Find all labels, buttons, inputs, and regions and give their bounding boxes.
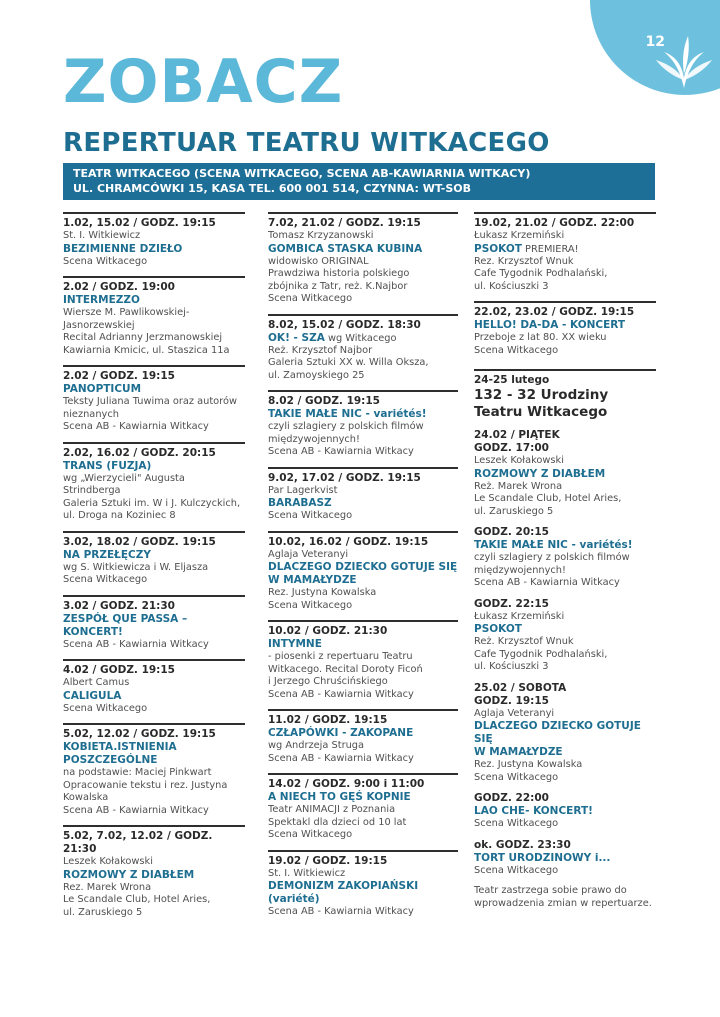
event-time: GODZ. 17:00 [474, 442, 549, 454]
event-title-text: ROZMOWY Z DIABŁEM [63, 868, 195, 881]
event-title-text: TAKIE MAŁE NIC - variétés! [474, 539, 633, 551]
event-detail: Scena Witkacego [63, 702, 148, 714]
event-entry [474, 429, 656, 518]
event-detail: Scena Witkacego [268, 599, 353, 611]
event-detail: Prawdziwa historia polskiego [268, 268, 410, 279]
event-title [63, 741, 245, 754]
event-detail: Kowalska [63, 792, 109, 803]
event-detail: wg „Wierzycieli" Augusta Strindberga [63, 472, 185, 496]
event-title [268, 243, 458, 256]
event-title-text: PSOKOT [474, 242, 522, 255]
event-entry [474, 212, 656, 293]
event-title-text: ROZMOWY Z DIABŁEM [474, 467, 606, 480]
event-entry [63, 212, 245, 268]
theatre-info-bar [63, 163, 655, 200]
event-detail: Rez. Krzysztof Wnuk [474, 255, 574, 267]
event-entry [268, 390, 458, 459]
anniversary-block [474, 369, 656, 421]
event-title-text: DEMONIZM ZAKOPIAŃSKI [268, 880, 419, 892]
event-date: 25.02 / SOBOTA [474, 681, 567, 694]
event-title [474, 468, 656, 481]
event-title-text: POSZCZEGÓLNE [63, 754, 158, 766]
event-title-text: KOBIETA.ISTNIENIA [63, 741, 177, 753]
event-detail: Scena AB - Kawiarnia Witkacy [268, 688, 414, 700]
event-author: Łukasz Krzemiński [474, 610, 565, 622]
event-detail: Recital Adrianny Jerzmanowskiej [63, 332, 223, 343]
event-title [63, 243, 245, 256]
event-detail: Scena Witkacego [268, 510, 353, 521]
event-title-text: INTYMNE [268, 638, 322, 650]
event-detail: Scena AB - Kawiarnia Witkacy [268, 906, 414, 917]
event-title [268, 880, 458, 893]
event-date: 2.02, 16.02 / GODZ. 20:15 [63, 446, 216, 459]
event-title [268, 497, 458, 510]
event-detail: czyli szlagiery z polskich filmów [474, 552, 630, 563]
event-title [268, 561, 458, 574]
event-author: Albert Camus [63, 677, 130, 688]
event-detail: ul. Zaruskiego 5 [63, 906, 143, 918]
event-date: 14.02 / GODZ. 9:00 i 11:00 [268, 778, 425, 790]
event-title-suffix: wg Witkacego [324, 332, 397, 344]
event-title-text: TORT URODZINOWY i... [474, 851, 611, 864]
column-3 [474, 212, 656, 910]
event-title [268, 727, 458, 740]
event-detail: Reż. Krzysztof Wnuk [474, 636, 574, 647]
event-entry [474, 682, 656, 785]
event-detail: Przeboje z lat 80. XX wieku [474, 332, 607, 343]
event-detail: zbójnika z Tatr, reż. K.Najbor [268, 280, 408, 292]
event-title-text: GOMBICA STASKA KUBINA [268, 242, 423, 255]
event-date: 5.02, 7.02, 12.02 / GODZ. 21:30 [63, 830, 213, 855]
event-title-text: TAKIE MAŁE NIC - variétés! [268, 408, 427, 420]
event-detail: Scena AB - Kawiarnia Witkacy [63, 804, 209, 816]
event-date: 1.02, 15.02 / GODZ. 19:15 [63, 217, 216, 229]
event-title-text: CALIGULA [63, 689, 122, 702]
leaf-logo-icon [654, 30, 714, 90]
event-entry [268, 709, 458, 765]
event-title [268, 408, 458, 421]
event-title-text: LAO CHE- KONCERT! [474, 805, 593, 817]
event-detail: Cafe Tygodnik Podhalański, [474, 268, 608, 279]
event-title [63, 869, 245, 882]
event-detail: Scena AB - Kawiarnia Witkacy [268, 446, 414, 457]
event-entry [63, 276, 245, 357]
event-detail: Scena Witkacego [474, 344, 559, 356]
event-detail: Witkacego. Recital Doroty Ficoń [268, 663, 423, 675]
event-title-text: PANOPTICUM [63, 383, 142, 395]
event-title-text: BEZIMIENNE DZIEŁO [63, 242, 183, 255]
event-detail: i Jerzego Chruścińskiego [268, 676, 388, 687]
info-line-2: UL. CHRAMCÓWKI 15, KASA TEL. 600 001 514, CZYNNA: WT-SOB [73, 182, 471, 195]
event-entry [268, 850, 458, 919]
event-title [268, 893, 458, 906]
event-date: 19.02, 21.02 / GODZ. 22:00 [474, 217, 635, 229]
event-title [474, 243, 656, 256]
event-entry [474, 839, 656, 878]
anniversary-dates: 24-25 lutego [474, 374, 550, 386]
column-2 [268, 212, 458, 927]
event-date: 11.02 / GODZ. 19:15 [268, 714, 388, 726]
event-entry [63, 723, 245, 817]
event-date: GODZ. 20:15 [474, 526, 549, 538]
event-title [474, 720, 656, 746]
event-author: Aglaja Veteranyi [474, 707, 555, 719]
event-author: St. I. Witkiewicz [63, 230, 141, 241]
event-detail: Scena Witkacego [268, 293, 353, 304]
event-entry [268, 773, 458, 842]
event-detail: - piosenki z repertuaru Teatru [268, 651, 413, 662]
event-time: GODZ. 19:15 [474, 694, 549, 707]
event-entry [63, 365, 245, 434]
event-detail: Scena Witkacego [474, 864, 559, 876]
column-3-top [474, 212, 656, 357]
event-title-text: W MAMAŁYDZE [268, 574, 357, 586]
event-entry [63, 595, 245, 652]
event-title-text: OK! - SZA [268, 331, 325, 344]
event-title-text: NA PRZEŁĘCZY [63, 548, 151, 561]
event-title-text: W MAMAŁYDZE [474, 746, 563, 758]
page-heading: ZOBACZ [63, 47, 344, 117]
event-date: 19.02 / GODZ. 19:15 [268, 854, 388, 867]
event-title-text: (variété) [268, 893, 320, 905]
event-date: 5.02, 12.02 / GODZ. 19:15 [63, 728, 216, 740]
event-title [63, 549, 245, 562]
event-title [268, 332, 458, 345]
event-detail: Galeria Sztuki XX w. Willa Oksza, [268, 357, 429, 368]
event-date: 8.02 / GODZ. 19:15 [268, 395, 380, 407]
anniversary-title-2: Teatru Witkacego [474, 404, 608, 420]
event-date: 10.02 / GODZ. 21:30 [268, 625, 388, 637]
info-line-1: TEATR WITKACEGO (SCENA WITKACEGO, SCENA AB-KAWIARNIA WITKACY) [73, 167, 531, 180]
event-title [63, 383, 245, 396]
event-detail: ul. Zamoyskiego 25 [268, 369, 365, 381]
event-author: Aglaja Veteranyi [268, 548, 349, 560]
event-entry [268, 467, 458, 523]
event-title [63, 613, 245, 639]
event-date: 10.02, 16.02 / GODZ. 19:15 [268, 535, 429, 548]
event-detail: Scena AB - Kawiarnia Witkacy [63, 421, 209, 432]
event-date: 22.02, 23.02 / GODZ. 19:15 [474, 306, 635, 318]
event-author: Leszek Kołakowski [63, 856, 153, 867]
event-title [474, 623, 656, 636]
event-detail: Scena Witkacego [63, 255, 148, 267]
event-date: 2.02 / GODZ. 19:15 [63, 370, 175, 382]
event-entry [63, 825, 245, 919]
event-title [63, 754, 245, 767]
event-title-text: A NIECH TO GĘŚ KOPNIE [268, 791, 411, 803]
event-date: 9.02, 17.02 / GODZ. 19:15 [268, 471, 421, 484]
event-detail: widowisko ORIGINAL [268, 255, 369, 267]
event-entry [63, 531, 245, 587]
event-date: 2.02 / GODZ. 19:00 [63, 281, 175, 293]
event-date: 8.02, 15.02 / GODZ. 18:30 [268, 318, 421, 331]
event-detail: na podstawie: Maciej Pinkwart [63, 767, 212, 778]
event-detail: Teatr ANIMACJI z Poznania [268, 804, 396, 815]
footnote-line: Teatr zastrzega sobie prawo do [474, 885, 627, 896]
event-detail: międzywojennych! [268, 433, 360, 445]
event-author: St. I. Witkiewicz [268, 867, 346, 879]
event-date: 4.02 / GODZ. 19:15 [63, 664, 175, 676]
event-author: Leszek Kołakowski [474, 455, 564, 466]
event-detail: Scena Witkacego [474, 771, 559, 783]
event-title [63, 460, 245, 473]
event-detail: Scena Witkacego [268, 829, 353, 840]
event-detail: wg S. Witkiewicza i W. Eljasza [63, 561, 209, 573]
event-detail: ul. Kościuszki 3 [474, 661, 549, 672]
event-detail: Scena Witkacego [474, 818, 559, 829]
event-detail: wg Andrzeja Struga [268, 740, 365, 751]
event-detail: Spektakl dla dzieci od 10 lat [268, 816, 407, 828]
event-author: Par Lagerkvist [268, 484, 338, 496]
event-detail: Scena AB - Kawiarnia Witkacy [474, 577, 620, 588]
event-detail: Reż. Marek Wrona [474, 480, 563, 492]
event-detail: Rez. Marek Wrona [63, 881, 152, 893]
event-title-text: INTERMEZZO [63, 294, 140, 306]
event-detail: Rez. Justyna Kowalska [474, 759, 583, 770]
event-title-suffix: PREMIERA! [521, 243, 579, 255]
section-heading: REPERTUAR TEATRU WITKACEGO [63, 128, 550, 158]
event-date: 24.02 / PIĄTEK [474, 429, 560, 441]
event-detail: Scena AB - Kawiarnia Witkacy [63, 638, 209, 650]
event-title [268, 638, 458, 651]
event-detail: Le Scandale Club, Hotel Aries, [63, 894, 211, 905]
event-detail: Scena AB - Kawiarnia Witkacy [268, 752, 414, 764]
event-detail: Scena Witkacego [63, 574, 148, 585]
footnote-line: wprowadzenia zmian w repertuarze. [474, 897, 652, 909]
event-detail: Opracowanie tekstu i rez. Justyna [63, 779, 228, 791]
event-detail: Wiersze M. Pawlikowskiej- [63, 307, 190, 318]
event-detail: międzywojennych! [474, 564, 566, 576]
event-detail: Cafe Tygodnik Podhalański, [474, 648, 608, 660]
column-3-bottom [474, 429, 656, 877]
event-entry [268, 531, 458, 613]
event-title [474, 805, 656, 818]
event-title-text: ZESPÓŁ QUE PASSA – KONCERT! [63, 612, 188, 638]
event-title-text: TRANS (FUZJA) [63, 459, 152, 472]
event-title-text: CZŁAPÓWKI - ZAKOPANE [268, 727, 414, 739]
event-entry [268, 620, 458, 701]
event-title-text: BARABASZ [268, 497, 332, 509]
event-entry [474, 301, 656, 357]
event-date: 3.02 / GODZ. 21:30 [63, 599, 175, 612]
event-detail: ul. Zaruskiego 5 [474, 505, 554, 517]
event-detail: ul. Kościuszki 3 [474, 280, 549, 292]
event-entry [63, 442, 245, 523]
event-author: Tomasz Krzyzanowski [268, 230, 374, 241]
event-title [268, 791, 458, 804]
event-title-text: PSOKOT [474, 623, 522, 635]
event-detail: nieznanych [63, 408, 119, 420]
event-entry [474, 526, 656, 590]
footnote [474, 885, 656, 910]
event-entry [63, 659, 245, 715]
event-detail: Rez. Justyna Kowalska [268, 587, 377, 598]
event-detail: Jasnorzewskiej [63, 319, 135, 331]
event-detail: ul. Droga na Koziniec 8 [63, 510, 176, 521]
event-detail: Galeria Sztuki im. W i J. Kulczyckich, [63, 497, 241, 509]
event-title [474, 319, 656, 332]
anniversary-title-1: 132 - 32 Urodziny [474, 387, 609, 403]
event-detail: czyli szlagiery z polskich filmów [268, 421, 424, 432]
event-detail: Reż. Krzysztof Najbor [268, 344, 373, 356]
column-1 [63, 212, 245, 927]
event-title-text: DLACZEGO DZIECKO GOTUJE SIĘ [268, 561, 458, 573]
event-title-text: HELLO! DA-DA - KONCERT [474, 319, 626, 331]
event-entry [268, 314, 458, 383]
event-title-text: DLACZEGO DZIECKO GOTUJE SIĘ [474, 720, 641, 745]
event-entry [268, 212, 458, 306]
event-title [63, 690, 245, 703]
event-author: Łukasz Krzemiński [474, 230, 565, 241]
event-title [63, 294, 245, 307]
event-detail: Le Scandale Club, Hotel Aries, [474, 493, 622, 504]
event-date: ok. GODZ. 23:30 [474, 838, 571, 851]
event-entry [474, 792, 656, 831]
event-date: 7.02, 21.02 / GODZ. 19:15 [268, 217, 421, 229]
event-detail: Kawiarnia Kmicic, ul. Staszica 11a [63, 344, 230, 356]
page-number: 12 [645, 34, 665, 50]
event-title [268, 574, 458, 587]
event-date: 3.02, 18.02 / GODZ. 19:15 [63, 535, 216, 548]
event-date: GODZ. 22:15 [474, 597, 549, 610]
event-detail: Teksty Juliana Tuwima oraz autorów [63, 396, 237, 407]
event-date: GODZ. 22:00 [474, 792, 549, 804]
event-entry [474, 598, 656, 674]
event-title [474, 746, 656, 759]
event-title [474, 539, 656, 552]
event-title [474, 852, 656, 865]
